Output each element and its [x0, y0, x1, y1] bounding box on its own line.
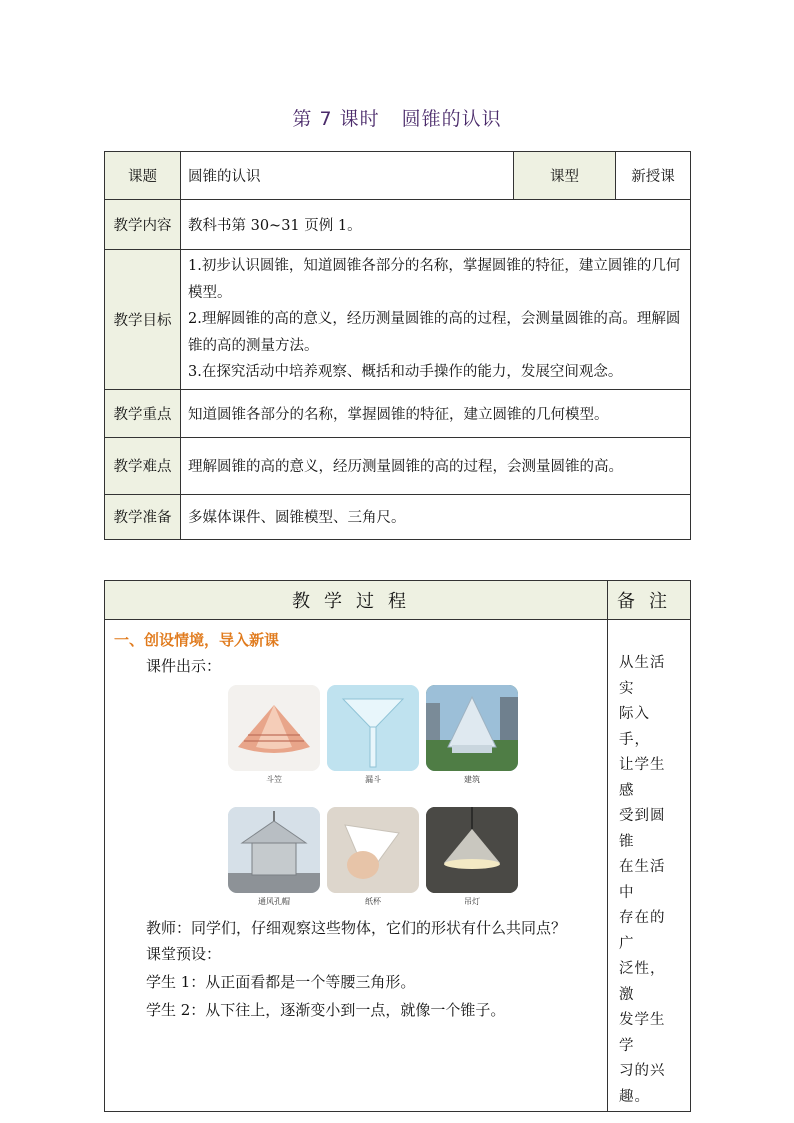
paper-cup-image: [327, 807, 419, 893]
caption-building: 建筑: [464, 775, 480, 784]
funnel-image: [327, 685, 419, 771]
process-header: 教学过程: [105, 581, 608, 620]
row-difficulty: [105, 437, 691, 494]
notes-column: [608, 620, 691, 1112]
lesson-topic: 圆锥的认识: [401, 108, 502, 130]
note-line: 在生活中: [619, 859, 666, 901]
student-answer-1: 学生 1：从正面看都是一个等腰三角形。: [146, 973, 416, 991]
vent-cap-image: [228, 807, 320, 893]
student-answer-2: 学生 2：从下往上，逐渐变小到一点，就像一个锥子。: [146, 1001, 506, 1019]
photo-pendant-lamp: [426, 807, 518, 893]
goal-item: 1.初步认识圆锥，知道圆锥各部分的名称，掌握圆锥的特征，建立圆锥的几何模型。: [188, 258, 681, 301]
caption-vent-cap: 通风孔帽: [258, 897, 290, 906]
courseware-label: 课件出示：: [146, 657, 222, 675]
note-line: 发学生学: [619, 1012, 666, 1054]
teacher-question: 教师：同学们，仔细观察这些物体，它们的形状有什么共同点？: [146, 919, 567, 937]
note-line: 泛性，激: [619, 961, 666, 1003]
prep-label: 教学准备: [105, 494, 181, 539]
pendant-lamp-image: [426, 807, 518, 893]
photo-building: [426, 685, 518, 771]
row-prep: [105, 494, 691, 539]
type-label: 课型: [514, 152, 616, 200]
note-line: 际入手，: [619, 706, 650, 748]
difficulty-value: 理解圆锥的高的意义，经历测量圆锥的高的过程，会测量圆锥的高。: [181, 437, 691, 494]
lesson-info-table: [104, 151, 691, 540]
difficulty-label: 教学难点: [105, 437, 181, 494]
preset-label: 课堂预设：: [146, 945, 222, 963]
building-image: [426, 685, 518, 771]
note-line: 存在的广: [619, 910, 666, 952]
goals-label: 教学目标: [105, 250, 181, 390]
row-content: [105, 200, 691, 250]
key-value: 知道圆锥各部分的名称，掌握圆锥的特征，建立圆锥的几何模型。: [181, 389, 691, 437]
process-body: [105, 620, 608, 1112]
caption-hat: 斗笠: [266, 775, 282, 784]
content-label: 教学内容: [105, 200, 181, 250]
note-line: 从生活实: [619, 655, 666, 697]
row-key: [105, 389, 691, 437]
page-title: [0, 104, 794, 131]
caption-funnel: 漏斗: [365, 775, 381, 784]
section-heading: 一、创设情境，导入新课: [114, 631, 280, 649]
row-goals: [105, 250, 691, 390]
photo-vent-cap: [228, 807, 320, 893]
caption-paper-cup: 纸杯: [365, 897, 381, 906]
topic-label: 课题: [105, 152, 181, 200]
goals-value: [181, 250, 691, 390]
topic-value: 圆锥的认识: [181, 152, 514, 200]
goal-item: 2.理解圆锥的高的意义，经历测量圆锥的高的过程，会测量圆锥的高。理解圆锥的高的测量方法。: [188, 311, 681, 354]
prep-value: 多媒体课件、圆锥模型、三角尺。: [181, 494, 691, 539]
caption-pendant-lamp: 吊灯: [464, 897, 480, 906]
photo-paper-cup: [327, 807, 419, 893]
goal-item: 3.在探究活动中培养观察、概括和动手操作的能力，发展空间观念。: [188, 364, 623, 380]
photo-funnel: [327, 685, 419, 771]
note-line: 受到圆锥: [619, 808, 666, 850]
teaching-process-table: [104, 580, 691, 1112]
note-line: 习的兴趣。: [619, 1063, 666, 1105]
note-line: 让学生感: [619, 757, 666, 799]
row-topic: [105, 152, 691, 200]
hat-image: [228, 685, 320, 771]
photo-hat: [228, 685, 320, 771]
note-text: [609, 621, 689, 1110]
notes-header: 备注: [608, 581, 691, 620]
lesson-number: 第 7 课时: [292, 108, 380, 130]
type-value: 新授课: [616, 152, 691, 200]
key-label: 教学重点: [105, 389, 181, 437]
content-value: 教科书第 30~31 页例 1。: [181, 200, 691, 250]
